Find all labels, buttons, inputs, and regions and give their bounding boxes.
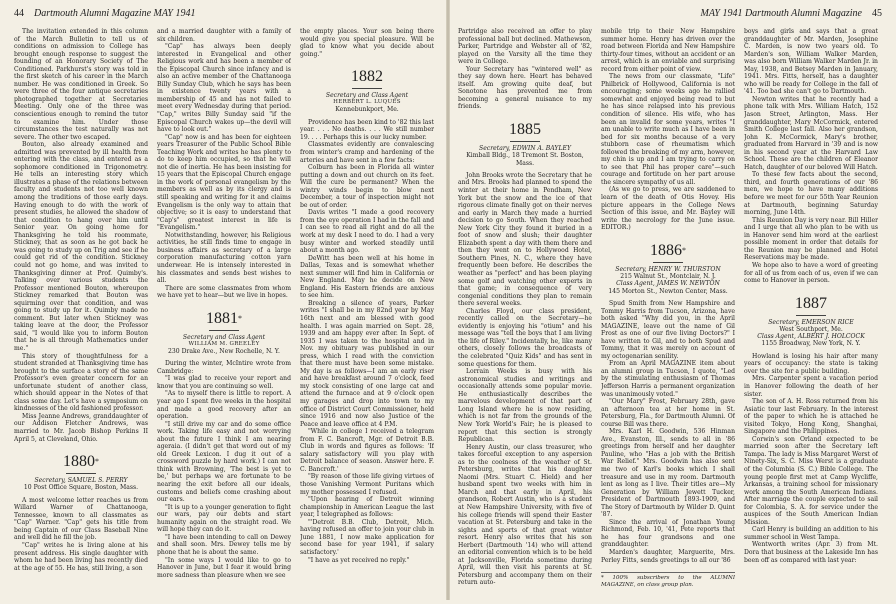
class-address: 10 Post Office Square, Boston, Mass. (23, 484, 139, 492)
class-year-number: 1885 (509, 121, 541, 139)
paragraph: the empty places. Your son being there would give you special pleasure. Will be glad to know what you decide about going." (300, 28, 434, 58)
class-agent: Class Agent, ALBERT J. HOLCOCK (757, 333, 865, 341)
paragraph: "As to myself there is little to report. A year ago I spent five weeks in the hospital and made a good recovery after an operation. (157, 390, 291, 421)
class-agent-address: 145 Morton St., Newton Center, Mass. (608, 287, 728, 295)
class-year (601, 242, 735, 260)
paragraph: Bouton, also already examined and admitted was prevented by ill health from entering with the class, and entered as a sophomore conditioned in Trigonometry. He tells an interesting story which illustrates a phase of the relations between faculty and students not too well known among the traditions of those early days. Having enough to do with the work of present studies, he allowed the shadow of that condition to hang over him until Senior year. On going home for Thanksgiving he told his roommate, Stickney, that as soon as he got back he was going to study up on Trig and see if he could get rid of the condition. Stickney could not go home, and was invited to Thanksgiving dinner at Prof. Quimby's. Talking over various students the Professor mentioned Bouton, whereupon Stickney remarked that Bouton was squirming over that condition, and was going to study up for it. Quimby made no comment. But later when Stickney was taking leave at the door, the Professor said, "I would like you to inform Bouton that he is all through Mathematics under me." (14, 141, 148, 352)
paragraph: Newton writes that he recently had a phone talk with Mrs. William Hatch, 152 Jason Street, Arlington, Mass. Her granddaughter, Mary McCormick, entered Smith College last fall. Also her grandson, John K. McCormick, Mary's brother, graduated from Harvard in '39 and is now in his second year at the Harvard Law School. These are the children of Eleanor Hatch, daughter of our beloved Will Hatch. (744, 95, 878, 171)
subscriber-star: * (682, 245, 686, 255)
class-year (157, 310, 291, 328)
paragraph: There are some classmates from whom we have yet to hear—but we live in hopes. (157, 284, 291, 300)
page-number: 44 (14, 8, 24, 19)
paragraph: Your Secretary has "wintered well" as they say down here. Heart has behaved itself. Am growing quite deaf, but Sonotone has prevented me from becoming a general nuisance to my friends. (458, 65, 592, 111)
class-year (744, 295, 878, 313)
paragraph: "I have as yet received no reply." (308, 556, 410, 564)
paragraph: (As we go to press, we are saddened to learn of the death of Otis Hovey. His picture appears in the College News Section of this issue, and Mr. Bayley will write the necrology for the June issue. EDITOR.) (601, 186, 735, 232)
heading-rule (653, 262, 683, 263)
secretary-name: WILLIAM M. GREELEY (188, 340, 260, 347)
column (300, 28, 434, 604)
paragraph: Providence has been kind to '82 this last year. . . . No deaths. . . . We still number 19. . . . Perhaps this is our lucky number. (300, 118, 434, 141)
paragraph: "In some ways I would like to go to Hanover in June, but I fear it would bring more sadness than pleasure when we see (157, 556, 291, 579)
paragraph: The news from our classmate, "Life" Philbrick of Hollywood, California is not encouraging; some weeks ago he rallied somewhat and enjoyed being read to but he has since relapsed into his previous condition of silence. His wife, who has been an invalid for some years, writes "I am unable to write much as I have been in bed for six months because of a very stubborn case of rheumatism which followed the breaking of my arm, however, my chin is up and I am trying to carry on to see that Phil has proper care"—such courage and fortitude on her part arouse the sincere sympathy of us all. (601, 73, 735, 186)
paragraph: Spud Smith from New Hampshire and Tommy Harris from Tucson, Arizona, have both asked "Why did you, in the April MAGAZINE, leave out the name of Gil Frost as one of our five living Doctors?" I have written to Gil, and to both Spud and Tommy, that it was merely on account of my octogenarian senility. (601, 299, 735, 360)
paragraph: This Reunion Day is very near. Bill Hiller and I urge that all who plan to be with us in Hanover send him word at the earliest possible moment in order that details for the Reunion may be planned and Hotel Reservations may be made. (744, 216, 878, 262)
column (744, 28, 878, 604)
class-secretary: Secretary, SAMUEL S. PERRY (34, 477, 128, 485)
class-agent: Class Agent, JAMES W. NEWTON (616, 280, 720, 288)
column (14, 28, 148, 604)
paragraph: Breaking a silence of years, Parker writes "I shall be in my 82nd year by May 16th next and am blessed with good health. I was again married on Sept. 28, 1939 and am happy ever after. In Sept. of 1935 I was taken to the hospital and in Nov. my obituary was published in our press, which I read with the conviction that there must have been some mistake. My day is as follows—I am an early riser and have breakfast around 7 o'clock, feed my stock consisting of one large cat and attend the furnace and at 9 o'clock open my garages and drop into town to my office of District Court Commissioner, held since 1916 and now also Justice of the Peace and leave office at 4 P.M. (300, 299, 434, 428)
paragraph: A most welcome letter reaches us from Willard Warner of Chattanooga, Tennessee, known to all classmates as "Cap" Warner. "Cap" gets his title from being Captain of our Class Baseball Nine and well did he fill the job. (14, 496, 148, 542)
class-heading (458, 121, 592, 167)
paragraph: Mrs. Karl H. Goodwin, 536 Hinman Ave., Evanston, Ill., sends to all in '86 greetings from herself and her daughter Pauline, who "Has a job with the British War Relief." Mrs. Goodwin has also sent me two of Karl's books which I shall treasure and use in my room. Dartmouth lent as long as I live. Their titles are—My Generation by William Jewett Tucker, President of Dartmouth 1893-1909, and The Story of Dartmouth by Wilder D. Quint '87. (601, 428, 735, 519)
class-year (14, 453, 148, 471)
running-title: MAY 1941 Dartmouth Alumni Magazine (700, 8, 862, 19)
column (458, 28, 592, 604)
paragraph: Davis writes "I made a good recovery from the eye operation I had in the fall and I can see to read all right and do all the work at my desk I need to do. I had a very busy winter and worked steadily until about a month ago. (300, 209, 434, 255)
paragraph: Henry Austin, our class treasurer, who takes forceful exception to any aspersion as to the coolness of the weather of St. Petersburg, writes that his daughter Naomi (Mrs. Stuart C. Hield) and her husband spent two weeks with him in March and that early in April, his grandson, Robert Austin, who is a student at New Hampshire University, with five of his college friends will spend their Easter vacation at St. Petersburg and take in the sights and sports of that great winter resort. Henry also writes that his son Herbert (Dartmouth '14) who will attend an editorial convention which is to be held at Jacksonville, Florida sometime during April, will then visit his parents at St. Petersburg and accompany them on their return auto- (458, 443, 592, 587)
right-columns (458, 28, 882, 604)
class-address: West Southport, Me. (779, 325, 843, 333)
class-year-number: 1887 (795, 294, 827, 312)
paragraph: "Cap" now is and has been for eighteen years Treasurer of the Public School Bible Teaching Work and writes he has plenty to do to keep him occupied, so that he will not die of inertia. He has been insisting for 15 years that the Episcopal Church engage in the work of personal evangelism by the members as well as by its clergy and is still speaking and writing for it and claims Evangelism is the only way to attain that objective; so it is easy to understand that "Cap's" greatest interest in life is "Evangelism." (157, 133, 291, 232)
left-page (0, 0, 448, 600)
paragraph: "Cap" has always been deeply interested in Evangelical and other Religious work and has been a member of the Episcopal Church since infancy and is also an active member of the Chattanooga Billy Sunday Club, which he says has been in existence twenty years with a membership of 45 and has not failed to meet every Wednesday during that period. "Cap," writes Billy Sunday said "if the Episcopal Church wakes up—the devil will have to look out." (157, 43, 291, 134)
class-heading (14, 453, 148, 492)
paragraph: The invitation extended in this column of the March Bulletin to tell us of conditions on admission to College has brought enough response to suggest the founding of an Honorary Society of The Conditioned. Parkhurst's story was told in the first sketch of his career in the March number. He was conditioned in Greek. So were three of the four antique secretaries photographed together at Secretaries Meeting. Only one of the three was conscientious enough to remind the tutor to examine him. Under those circumstances the test naturally was not severe. The other two escaped. (14, 28, 148, 141)
running-header-right (458, 8, 882, 22)
class-year (458, 121, 592, 139)
paragraph: Lorrain Weeks is busy with his astronomical studies and writings and occasionally attends some popular movie. He enthusiastically describes the marvelous development of that part of Long Island where he is now residing, which is not far from the grounds of the New York World's Fair; he is pleased to report that this section is strongly Republican. (458, 368, 592, 444)
paragraph: "I was glad to receive your report and know that you are continuing so well. (157, 375, 291, 390)
paragraph: "While in college I received a telegram from F. C. Bancroft, Mgr. of Detroit B.B. Club in words and figures as follows: 'If salary satisfactory will you play with Detroit balance of season. Answer here. F. C. Bancroft.' (300, 428, 434, 473)
column (157, 28, 291, 604)
class-address: Kennebunkport, Me. (335, 106, 399, 114)
paragraph: "'Detroit B.B. Club, Detroit, Mich. having refused an offer to join your club in June 1881, I now make application for second base for year 1941, if salary satisfactory.' (300, 518, 434, 556)
class-year-number: 1881 (206, 309, 238, 327)
paragraph: From an April MAGAZINE item about an alumni group in Tucson, I quote, "Led by the stimulating enthusiasm of Thomas Jefferson Harris a permanent organization was unanimously voted." (601, 360, 735, 398)
paragraph: Howland is losing his hair after many years of occupancy: the state is taking over the site for a public building. (744, 352, 878, 375)
class-heading (157, 310, 291, 356)
class-year-number: 1882 (351, 68, 383, 86)
left-columns (14, 28, 438, 604)
heading-rule (66, 473, 96, 474)
paragraph: Corwin's son Orland expected to be married soon after the Secretary left Tampa. The lady is Miss Margaret Werst of Ninety-Six, S. C. Miss Werst is a graduate of the Columbia (S. C.) Bible College. The young people first met at Camp Wycliffe, Arkansas, a training school for missionary work among the South American Indians. After marriage the couple expected to sail for Colombia, S. A. for service under the auspices of the South American Indian Mission. (744, 435, 878, 526)
paragraph: This story of thoughtfulness for a student stranded at Thanksgiving time has brought to the surface a story of the same Professor's even greater concern for an unfortunate student of another class, which should appear in the Notes of that class some day. Let's have a symposium on kindnesses of the old fashioned professor. (14, 352, 148, 413)
paragraph: Marden's daughter, Marguerite, Mrs. Perley Fitts, sends greetings to all our '86 (601, 549, 735, 564)
paragraph: "I have been intending to call on Dewey and shall soon. Mrs. Dewey tells me by phone that he is about the same. (157, 533, 291, 556)
paragraph: "By reason of those life giving virtues of those Vanishing Vermont Puritans which my mother possessed I refused. (300, 473, 434, 496)
paragraph: Carl Henry is building an addition to his summer school in West Tampa. (744, 526, 878, 541)
paragraph: "It is up to a younger generation to fight our wars, pay our debts and start humanity again on the straight road. We will hope they can do it. (157, 503, 291, 534)
class-secretary: Secretary, EMERSON RICE (768, 318, 854, 326)
running-header-left (14, 8, 438, 22)
paragraph: "Upon hearing of Detroit winning championship in American League the last year, I telegraphed as follows: (300, 496, 434, 519)
paragraph: "I still drive my car and do some office work. Taking life easy and not worrying about the future I think I am nearing ageraia. (I didn't get that word out of my old Greek Lexicon. I dug it out of a crossword puzzle by hard work.) I can not think with Browning, 'The best is yet to be,' but perhaps we are fortunate to be nearing the exit before all our ideals, customs and beliefs come crashing about our ears. (157, 420, 291, 504)
paragraph: DeWitt has been well at his home in Dallas, Texas and is somewhat whether next summer will find him in California or New England. May he decide on New England. His Eastern friends are anxious to see him. (300, 254, 434, 300)
class-secretary: Secretary and Class Agent (325, 92, 409, 100)
paragraph: Classmates evidently are convalescing from winter's cramp and hardening of the arteries and have sent in a few facts: (300, 141, 434, 164)
paragraph: Miss Jeanne Andrews, granddaughter of our Addison Fletcher Andrews, was married to Mr. Jacob Bishop Perkins II April 5, at Cleveland, Ohio. (14, 412, 148, 443)
paragraph: Colburn has been in Florida all winter putting a down and out church on its feet. Will the cure be permanent? When the wintry winds begin to blow next December, a tour of inspection might not be out of order. (300, 164, 434, 209)
secretary-name: HERBERT L. LUQUES (333, 99, 401, 106)
paragraph: Partridge also received an offer to play professional ball but declined. Mathewson, Parker, Partridge and Webster all of '82, played on the Varsity all the time they were in College. (458, 28, 592, 66)
heading-rule (796, 315, 826, 316)
class-secretary: Secretary and Class Agent (182, 333, 266, 341)
paragraph: Notwithstanding, however, his Religious activities, he still finds time to engage in business affairs as secretary of a large corporation manufacturing cotton yarn underwear. He is intensely interested in his classmates and sends best wishes to all. (157, 231, 291, 285)
class-year-number: 1880 (63, 453, 95, 471)
paragraph: To these few facts about the second, third, and fourth generations of our '86 men, we hope to have many additions before we meet for our 55th Year Reunion at Dartmouth, beginning Saturday morning, June 14th. (744, 171, 878, 217)
heading-rule (209, 330, 239, 331)
paragraph: Charles Floyd, our class president, recently called on the Secretary—he evidently is enjoying his "otium" and his message was "tell the boys that I am living the life of Riley." Incidentally, he, like many others, closely follows the broadcasts of the celebrated "Quiz Kids" and has sent in some questions for them. (458, 307, 592, 368)
class-heading (601, 242, 735, 295)
paragraph: boys and girls and says that a great granddaughter of Mr. Marden, Josephine C. Marden, is now two years old. To Marden's son, William Walker Marden, was also born William Walker Marden Jr. in May, 1938, and Betsey Marden in January, 1941. Mrs. Fitts, herself, has a daughter who will be ready for College in the fall of '41. Too bad she can't go to Dartmouth. (744, 28, 878, 96)
paragraph: During the winter, McIntire wrote from Cambridge: (157, 360, 291, 375)
subscriber-star: * (95, 457, 99, 467)
paragraph: Mrs. Carpenter spent a vacation period in Hanover following the death of her sister. (744, 375, 878, 398)
heading-rule (510, 141, 540, 142)
class-heading (744, 295, 878, 348)
right-page (448, 0, 896, 600)
subscriber-star: * (238, 313, 242, 323)
class-secretary: Secretary, HENRY W. THURSTON (615, 265, 721, 273)
page-number: 45 (872, 8, 882, 19)
class-year-number: 1886 (650, 241, 682, 259)
class-agent-address: 1155 Broadway, New York, N. Y. (761, 340, 861, 348)
paragraph: John Brooks wrote the Secretary that he and Mrs. Brooks had planned to spend the winter at their home in Pendham, New York but the snow and the ice of that rigorous climate finally got on their nerves and early in March they made a hurried decision to go South. When they reached New York City they found it buried in a foot of snow and slush; their daughter Elizabeth spent a day with them there and then they went on to Hollywood Hotel, Southern Pines, N. C., where they have frequently been before. He describes the weather as "perfect" and has been playing some golf and watching other experts in that game; in consequence of very congenial conditions they plan to remain there several weeks. (458, 171, 592, 308)
paragraph: Since the arrival of Jonathan Young Richmond, Feb. 10, '41, Pete reports that he has four grandsons and one granddaughter. (601, 518, 735, 549)
heading-rule (352, 88, 382, 89)
class-address: Kimball Bldg., 18 Tremont St. Boston, Mass. (466, 152, 584, 167)
paragraph: The son of A. H. Ross returned from his Asiatic tour last February. In the interest of the paper to which he is attached he visited Tokyo, Hong Kong, Shanghai, Singapore and the Philippines. (744, 398, 878, 436)
class-address: 230 Drake Ave., New Rochelle, N. Y. (168, 347, 280, 355)
class-secretary: Secretary, EDWIN A. BAYLEY (479, 145, 571, 153)
column (601, 28, 735, 604)
paragraph: "Cap" writes he is living alone at his present address. His single daughter with whom he had been living has recently died at the age of 55. He has, still living, a son (14, 541, 148, 572)
class-address: 215 Walnut St., Montclair, N. J. (620, 273, 716, 281)
paragraph: "Our Mary" Frost, February 28th, gave an afternoon tea at her home in St. Petersburg, Fla., for Dartmouth Alumni. Of course Bill was there. (601, 398, 735, 428)
paragraph: mobile trip to their New Hampshire summer home. Henry has driven over the road between Florida and New Hampshire thirty-four times, without an accident or an arrest, which is an enviable and surprising record from either point of view. (601, 28, 735, 73)
paragraph: Wentworth writes (Apr. 3) from Mt. Dora that business at the Lakeside Inn has been off as compared with last year: (744, 541, 878, 564)
class-heading (300, 68, 434, 114)
running-title: Dartmouth Alumni Magazine MAY 1941 (34, 8, 196, 19)
paragraph: We hope also to have a word of greeting for all of us from each of us, even if we can come to Hanover in person. (744, 261, 878, 285)
paragraph: and a married daughter with a family of six children. (157, 28, 291, 43)
class-year (300, 68, 434, 86)
footnote: * 100% subscribers to the ALUMNI MAGAZINE, on class group plan. (601, 572, 735, 588)
